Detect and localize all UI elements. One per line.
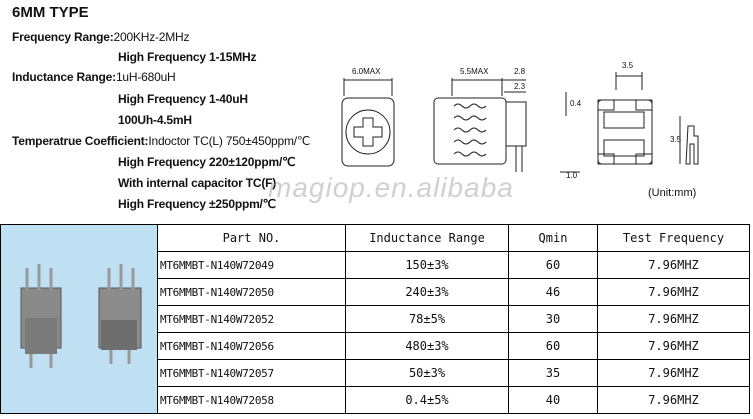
dim-28-label: 2.8 xyxy=(514,67,526,76)
inductance-range-line xyxy=(12,70,176,84)
header-part-no: Part NO. xyxy=(158,225,346,252)
inductance-range: 480±3% xyxy=(346,333,509,360)
inductance-range-value: 1uH-680uH xyxy=(115,70,176,84)
inductance-range: 78±5% xyxy=(346,306,509,333)
test-frequency: 7.96MHZ xyxy=(598,306,750,333)
inductance-extra: 100Uh-4.5mH xyxy=(118,113,192,127)
dim-35-top-label: 3.5 xyxy=(622,61,634,70)
inductance-range-label: Inductance Range: xyxy=(12,70,116,84)
dim-6max-label: 6.0MAX xyxy=(352,67,381,76)
test-frequency: 7.96MHZ xyxy=(598,252,750,279)
test-frequency: 7.96MHZ xyxy=(598,333,750,360)
dim-04-label: 0.4 xyxy=(570,99,582,108)
frequency-range-line xyxy=(12,30,189,44)
header-inductance-range: Inductance Range xyxy=(346,225,509,252)
inductance-range: 240±3% xyxy=(346,279,509,306)
inductance-range: 50±3% xyxy=(346,360,509,387)
dim-10-label: 1.0 xyxy=(566,171,578,180)
high-frequency-inductance: High Frequency 1-40uH xyxy=(118,92,248,106)
capacitor-tc: With internal capacitor TC(F) xyxy=(118,176,277,190)
table-header-row xyxy=(1,225,750,252)
part-number: MT6MMBT-N140W72049 xyxy=(158,252,346,279)
qmin: 35 xyxy=(509,360,598,387)
header-qmin: Qmin xyxy=(509,225,598,252)
dim-23-label: 2.3 xyxy=(514,82,526,91)
part-number: MT6MMBT-N140W72058 xyxy=(158,387,346,414)
dimension-drawing xyxy=(330,56,700,206)
inductance-range: 0.4±5% xyxy=(346,387,509,414)
part-number: MT6MMBT-N140W72057 xyxy=(158,360,346,387)
inductor-photo-icon xyxy=(1,228,151,408)
capacitor-tc-high: High Frequency ±250ppm/℃ xyxy=(118,197,276,211)
high-frequency-temp: High Frequency 220±120ppm/℃ xyxy=(118,155,296,169)
dim-35-side-label: 3.5 xyxy=(670,135,682,144)
high-frequency-range: High Frequency 1-15MHz xyxy=(118,50,257,64)
spec-title: 6MM TYPE xyxy=(12,4,89,21)
dim-55max-label: 5.5MAX xyxy=(460,67,489,76)
watermark: magiop.en.alibaba xyxy=(268,172,514,203)
frequency-range-label: Frequency Range: xyxy=(12,30,114,44)
temp-coefficient-label: Temperatrue Coefficient: xyxy=(12,134,149,148)
frequency-range-value: 200KHz-2MHz xyxy=(113,30,190,44)
qmin: 46 xyxy=(509,279,598,306)
temp-coefficient-value: Indoctor TC(L) 750±450ppm/℃ xyxy=(148,134,311,148)
part-number: MT6MMBT-N140W72050 xyxy=(158,279,346,306)
test-frequency: 7.96MHZ xyxy=(598,387,750,414)
unit-label: (Unit:mm) xyxy=(648,187,697,199)
qmin: 40 xyxy=(509,387,598,414)
product-photo xyxy=(1,225,158,414)
product-table xyxy=(0,224,750,414)
temp-coefficient-line xyxy=(12,134,310,148)
qmin: 60 xyxy=(509,333,598,360)
test-frequency: 7.96MHZ xyxy=(598,279,750,306)
header-test-frequency: Test Frequency xyxy=(598,225,750,252)
inductance-range: 150±3% xyxy=(346,252,509,279)
qmin: 60 xyxy=(509,252,598,279)
part-number: MT6MMBT-N140W72052 xyxy=(158,306,346,333)
part-number: MT6MMBT-N140W72056 xyxy=(158,333,346,360)
test-frequency: 7.96MHZ xyxy=(598,360,750,387)
qmin: 30 xyxy=(509,306,598,333)
